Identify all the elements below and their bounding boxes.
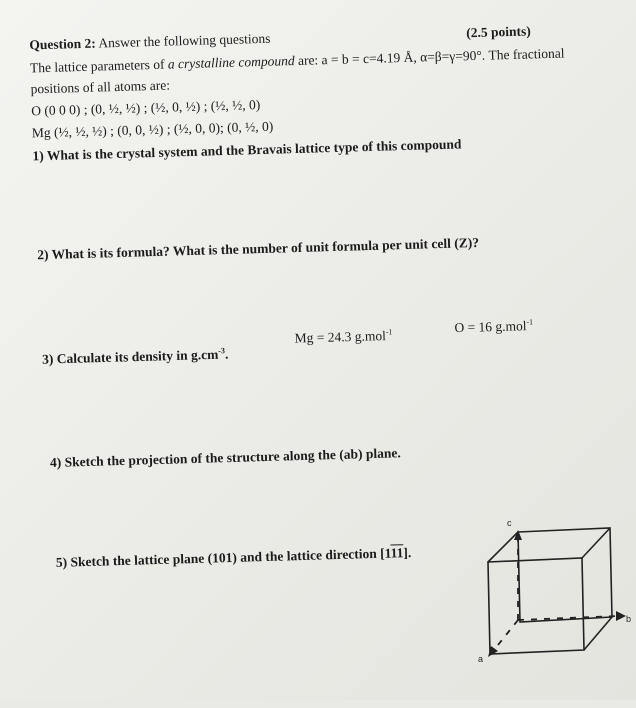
question-1: 1) What is the crystal system and the Bravais lattice type of this compound	[32, 136, 462, 164]
question-3-exponent: -3	[218, 346, 226, 356]
magnesium-positions: Mg (½, ½, ½) ; (0, 0, ½) ; (½, 0, 0); (0, ½, 0)	[31, 118, 274, 141]
o-molar-mass-text: O = 16 g.mol	[454, 318, 527, 336]
o-molar-mass	[454, 317, 533, 336]
question-3-end: .	[224, 346, 229, 362]
question-4: 4) Sketch the projection of the structure along the (ab) plane.	[49, 445, 401, 471]
b-axis-arrowhead	[616, 611, 626, 621]
o-molar-mass-exponent: -1	[526, 317, 534, 327]
intro-line-1-c: are: a = b = c=4.19 Å, α=β=γ=90°. The fractional	[294, 45, 565, 69]
oxygen-positions: O (0 0 0) ; (0, ½, ½) ; (½, 0, ½) ; (½, ½, 0)	[31, 97, 261, 119]
question-2: 2) What is its formula? What is the number of unit formula per unit cell (Z)?	[37, 234, 480, 263]
cube-edge-bottom-right	[584, 617, 612, 650]
mg-molar-mass	[294, 327, 392, 346]
question-header	[29, 31, 270, 54]
intro-line-1-a: The lattice parameters of	[29, 56, 169, 76]
b-axis-label: b	[626, 614, 632, 624]
question-5	[56, 545, 412, 571]
points-label: (2.5 points)	[465, 23, 531, 41]
unit-cell-cube-figure	[470, 512, 636, 672]
question-5-bar-2: 1	[396, 545, 404, 561]
mg-molar-mass-exponent: -1	[385, 327, 393, 337]
c-axis-label: c	[507, 518, 512, 528]
question-3-text: 3) Calculate its density in g.cm	[41, 346, 219, 367]
intro-line-1-italic: a crystalline compound	[167, 53, 295, 72]
question-3	[42, 346, 229, 368]
cube-edge-top-left	[488, 532, 518, 562]
cube-front-face	[488, 558, 584, 654]
a-axis-label: a	[478, 654, 484, 664]
question-5-end: ].	[403, 544, 412, 561]
question-label: Question 2:	[29, 35, 96, 53]
unit-cell-cube-svg	[470, 512, 636, 672]
cube-edge-top-right	[582, 528, 610, 558]
intro-line-2: positions of all atoms are:	[30, 77, 171, 97]
question-5-bar-1: 1	[390, 545, 397, 561]
question-5-text: 5) Sketch the lattice plane (101) and the lattice direction [1	[55, 545, 391, 570]
question-instruction: Answer the following questions	[95, 30, 271, 51]
mg-molar-mass-text: Mg = 24.3 g.mol	[294, 328, 387, 346]
a-axis-line	[494, 620, 518, 650]
